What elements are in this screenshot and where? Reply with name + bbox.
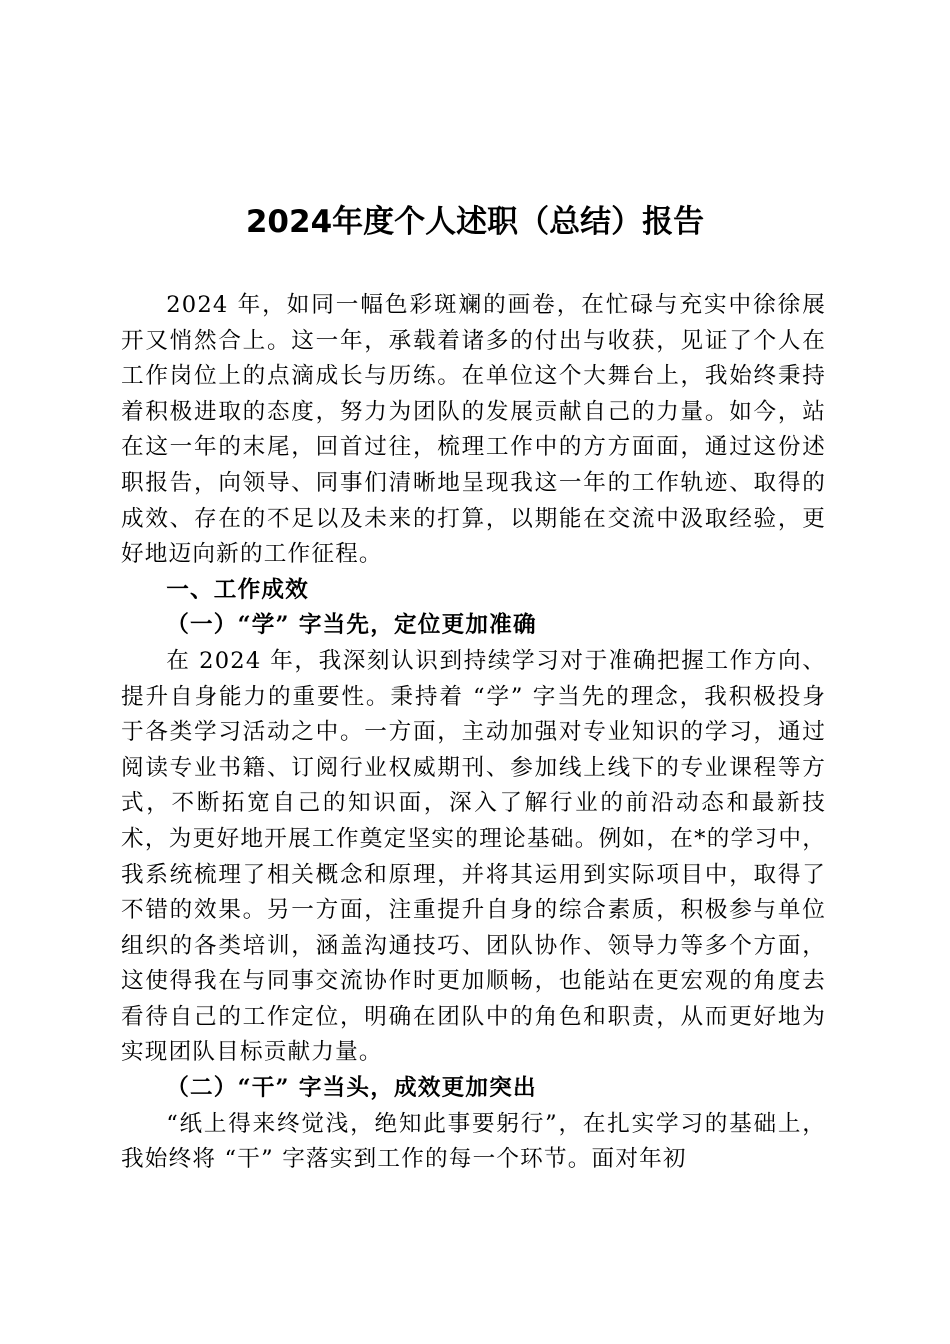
document-body [121, 288, 826, 1178]
intro-paragraph: 2024 年，如同一幅色彩斑斓的画卷，在忙碌与充实中徐徐展开又悄然合上。这一年，承载着诸多的付出与收获，见证了个人在工作岗位上的点滴成长与历练。在单位这个大舞台上，我始终秉持着积极进取的态度，努力为团队的发展贡献自己的力量。如今，站在这一年的末尾，回首过往，梳理工作中的方方面面，通过这份述职报告，向领导、同事们清晰地呈现我这一年的工作轨迹、取得的成效、存在的不足以及未来的打算，以期能在交流中汲取经验，更好地迈向新的工作征程。 [121, 292, 826, 568]
subsection-heading-study: （一）“学” 字当先，定位更加准确 [166, 612, 537, 639]
study-paragraph: 在 2024 年，我深刻认识到持续学习对于准确把握工作方向、提升自身能力的重要性。秉持着 “学” 字当先的理念，我积极投身于各类学习活动之中。一方面，主动加强对专业知识的学习，通过阅读专业书籍、订阅行业权威期刊、参加线上线下的专业课程等方式，不断拓宽自己的知识面，深入了解行业的前沿动态和最新技术，为更好地开展工作奠定坚实的理论基础。例如，在*的学习中，我系统梳理了相关概念和原理，并将其运用到实际项目中，取得了不错的效果。另一方面，注重提升自身的综合素质，积极参与单位组织的各类培训，涵盖沟通技巧、团队协作、领导力等多个方面，这使得我在与同事交流协作时更加顺畅，也能站在更宏观的角度去看待自己的工作定位，明确在团队中的角色和职责，从而更好地为实现团队目标贡献力量。 [121, 647, 826, 1066]
subsection-heading-action: （二）“干” 字当头，成效更加突出 [166, 1075, 537, 1102]
action-paragraph: “纸上得来终觉浅，绝知此事要躬行”，在扎实学习的基础上，我始终将 “干” 字落实到工作的每一个环节。面对年初 [121, 1110, 826, 1173]
section-heading-work-results: 一、工作成效 [166, 576, 309, 603]
document-title: 2024年度个人述职（总结）报告 [245, 204, 705, 240]
